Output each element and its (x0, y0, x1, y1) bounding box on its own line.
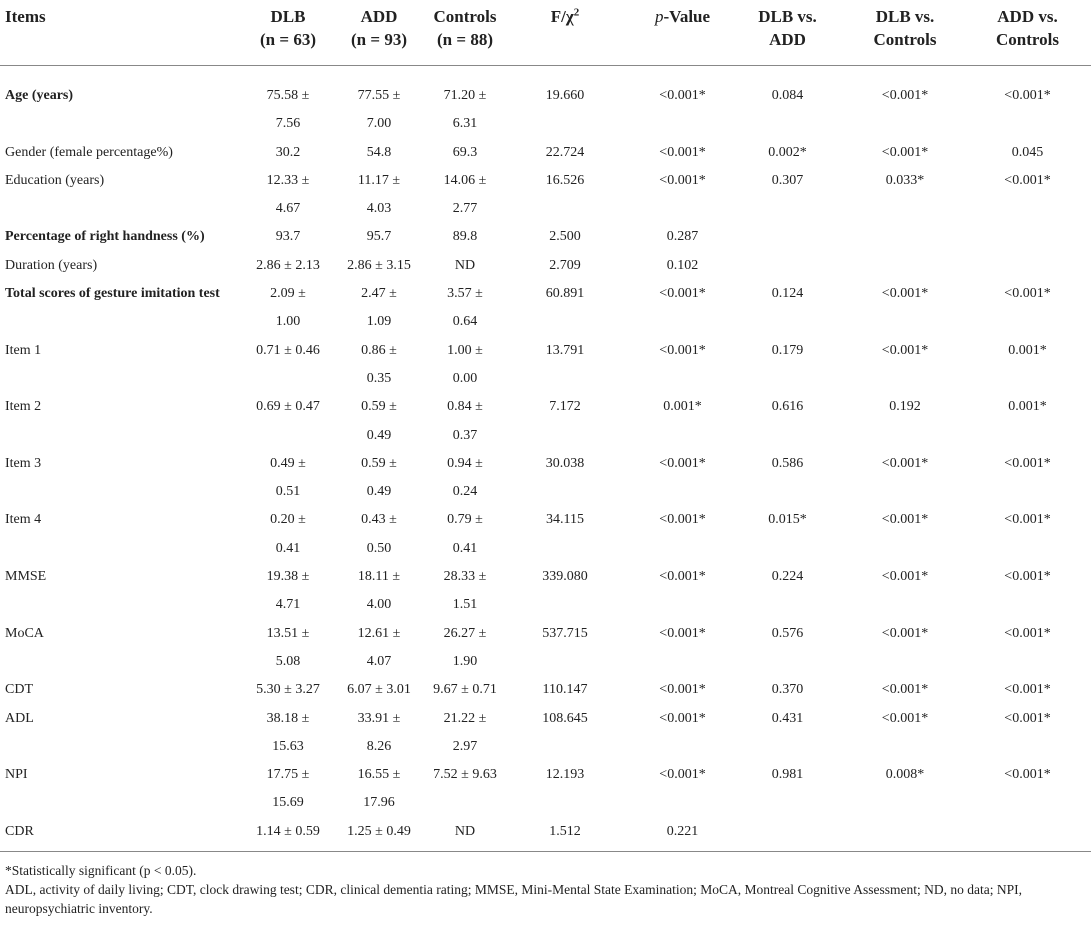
cell-add (338, 818, 420, 846)
cell-p: <0.001* (659, 625, 706, 641)
cell-f: 537.715 (542, 625, 588, 641)
cell-add (338, 167, 420, 224)
cell-dlb (247, 337, 329, 365)
cell-line: 0.35 (366, 370, 392, 386)
cell-line: 16.55 ± (357, 767, 401, 783)
cell-line: 33.91 ± (357, 710, 401, 726)
cell-line: 28.33 ± (443, 569, 487, 585)
cell-dlb-ctrl: <0.001* (881, 455, 929, 471)
table-body (0, 82, 1091, 846)
cell-controls (420, 818, 510, 846)
cell-add-ctrl: <0.001* (1004, 455, 1051, 471)
cell-dlb-ctrl: <0.001* (881, 342, 929, 358)
cell-dlb (247, 818, 329, 846)
cell-add (338, 563, 420, 620)
header-items: Items (5, 7, 46, 26)
cell-line: 4.71 (275, 597, 301, 613)
header-add (338, 5, 420, 51)
cell-line: 0.64 (452, 314, 478, 330)
cell-line: 6.31 (452, 116, 478, 132)
cell-line: 7.52 ± 9.63 (433, 767, 497, 783)
cell-dlb-add: 0.002* (768, 144, 807, 160)
row-item-label: Duration (years) (5, 257, 98, 273)
header-dlb-n: (n = 63) (260, 30, 316, 49)
cell-dlb-add: 0.084 (771, 88, 804, 103)
cell-add-ctrl: 0.045 (1011, 144, 1044, 160)
cell-dlb-add: 0.224 (771, 569, 804, 585)
cell-dlb (247, 506, 329, 563)
row-item-label: Total scores of gesture imitation test (5, 286, 220, 302)
cell-add-ctrl: 0.001* (1008, 342, 1047, 358)
header-controls (420, 5, 510, 51)
table-row (0, 280, 1091, 337)
cell-line: 17.96 (363, 795, 395, 811)
footnote-significance: *Statistically significant (p < 0.05). (5, 863, 197, 878)
cell-dlb (247, 139, 329, 167)
cell-add-ctrl: <0.001* (1004, 569, 1051, 585)
cell-controls (420, 705, 510, 762)
cell-line: 14.06 ± (443, 172, 487, 188)
cell-add-ctrl: <0.001* (1004, 512, 1051, 528)
cell-line: 2.09 ± (270, 286, 306, 302)
cell-line: 26.27 ± (443, 625, 487, 641)
header-controls-name: Controls (433, 7, 497, 26)
cell-controls (420, 450, 510, 507)
cell-line: 0.50 (366, 540, 392, 556)
header-dlb-vs-add-l1: DLB vs. (758, 7, 817, 26)
cell-line: 95.7 (366, 229, 392, 245)
cell-line: 2.86 ± 2.13 (256, 257, 320, 273)
cell-p: <0.001* (659, 455, 706, 471)
cell-f: 13.791 (545, 342, 585, 358)
cell-controls (420, 563, 510, 620)
row-item-label: CDT (5, 682, 33, 698)
cell-line: 13.51 ± (266, 625, 310, 641)
cell-dlb-ctrl: <0.001* (881, 710, 929, 726)
row-item-label: NPI (5, 767, 28, 783)
row-item-label: MMSE (5, 569, 47, 585)
cell-dlb (247, 761, 329, 818)
cell-line: 89.8 (452, 229, 478, 245)
cell-line: 19.38 ± (266, 569, 310, 585)
table-row (0, 337, 1091, 394)
cell-p: <0.001* (659, 172, 706, 188)
cell-controls (420, 167, 510, 224)
cell-controls (420, 252, 510, 280)
header-f-chi (520, 5, 610, 28)
table-row (0, 450, 1091, 507)
cell-add-ctrl: <0.001* (1004, 682, 1051, 698)
cell-line: 0.43 ± (361, 512, 397, 528)
cell-line: 5.08 (275, 653, 301, 669)
row-item-label: Age (years) (5, 88, 74, 103)
header-dlb (247, 5, 329, 51)
cell-dlb-add: 0.179 (771, 342, 804, 358)
cell-line: 0.51 (275, 484, 301, 500)
table-row (0, 393, 1091, 450)
cell-line: 30.2 (275, 144, 301, 160)
cell-controls (420, 280, 510, 337)
cell-line: 0.41 (452, 540, 478, 556)
header-add-n: (n = 93) (351, 30, 407, 49)
cell-add-ctrl: 0.001* (1008, 399, 1047, 415)
cell-add (338, 223, 420, 251)
cell-line: ND (454, 257, 476, 273)
cell-line: 0.79 ± (447, 512, 483, 528)
cell-add (338, 676, 420, 704)
table-row (0, 252, 1091, 280)
header-controls-n: (n = 88) (437, 30, 493, 49)
row-item-label: Item 4 (5, 512, 42, 528)
cell-controls (420, 393, 510, 450)
cell-p: 0.102 (666, 257, 699, 273)
cell-add (338, 139, 420, 167)
row-item-label: MoCA (5, 625, 44, 641)
cell-line: 4.00 (366, 597, 392, 613)
cell-controls (420, 337, 510, 394)
cell-line: 1.25 ± 0.49 (347, 823, 411, 839)
header-add-vs-controls (970, 5, 1085, 51)
header-dlb-vs-controls-l2: Controls (873, 30, 937, 49)
cell-p: 0.221 (666, 823, 699, 839)
cell-add (338, 450, 420, 507)
header-f-chi-sup: 2 (573, 6, 580, 19)
cell-line: 0.86 ± (361, 342, 397, 358)
row-item-label: Item 2 (5, 399, 42, 415)
cell-controls (420, 139, 510, 167)
row-item-label: Percentage of right handness (%) (5, 229, 205, 245)
header-dlb-vs-add (740, 5, 835, 51)
cell-line: 0.49 ± (270, 455, 306, 471)
cell-line: 3.57 ± (447, 286, 483, 302)
cell-dlb (247, 280, 329, 337)
table-row (0, 82, 1091, 139)
cell-dlb-ctrl: 0.033* (885, 172, 925, 188)
cell-line: 0.41 (275, 540, 301, 556)
cell-dlb-ctrl: <0.001* (881, 88, 929, 103)
cell-line: 5.30 ± 3.27 (256, 682, 320, 698)
cell-line: 1.51 (452, 597, 478, 613)
cell-dlb (247, 393, 329, 421)
cell-line: 6.07 ± 3.01 (347, 682, 411, 698)
cell-dlb (247, 82, 329, 139)
row-item-label: Gender (female percentage%) (5, 144, 173, 160)
cell-controls (420, 761, 510, 789)
footnote-abbreviations: ADL, activity of daily living; CDT, clock drawing test; CDR, clinical dementia rating; MMSE, Mini-Mental State Examination; MoCA, Montreal Cognitive Assessment; ND, no data; NPI, neuropsychiatric inventory. (5, 882, 1022, 916)
cell-add (338, 705, 420, 762)
table-row (0, 506, 1091, 563)
cell-p: <0.001* (659, 710, 706, 726)
cell-line: 0.20 ± (270, 512, 306, 528)
cell-line: 9.67 ± 0.71 (433, 682, 497, 698)
cell-line: 54.8 (366, 144, 392, 160)
cell-line: 7.00 (366, 116, 392, 132)
cell-add (338, 393, 420, 450)
cell-line: 71.20 ± (443, 88, 487, 103)
cell-line: 11.17 ± (357, 172, 401, 188)
cell-p: <0.001* (659, 144, 706, 160)
cell-dlb-add: 0.307 (771, 172, 804, 188)
table-row (0, 705, 1091, 762)
cell-line: 0.24 (452, 484, 478, 500)
table-row (0, 818, 1091, 846)
table-row (0, 563, 1091, 620)
cell-line: 0.59 ± (361, 399, 397, 415)
cell-f: 2.709 (549, 257, 581, 273)
table-row (0, 223, 1091, 251)
row-item-label: CDR (5, 823, 34, 839)
table-row (0, 761, 1091, 818)
cell-line: 2.47 ± (361, 286, 397, 302)
cell-dlb-ctrl: <0.001* (881, 512, 929, 528)
header-dlb-vs-controls-l1: DLB vs. (875, 7, 935, 26)
cell-line: 15.63 (272, 738, 304, 754)
cell-line: 0.59 ± (361, 455, 397, 471)
cell-line: 0.49 (366, 427, 392, 443)
cell-dlb (247, 167, 329, 224)
cell-add (338, 280, 420, 337)
cell-line: 2.86 ± 3.15 (347, 257, 411, 273)
cell-line: ND (454, 823, 476, 839)
cell-line: 0.94 ± (447, 455, 483, 471)
cell-add-ctrl: <0.001* (1004, 767, 1051, 783)
cell-line: 4.03 (366, 201, 392, 217)
cell-p: <0.001* (659, 569, 706, 585)
cell-line: 2.77 (452, 201, 478, 217)
cell-line: 1.14 ± 0.59 (256, 823, 320, 839)
cell-line: 1.09 (366, 314, 392, 330)
cell-dlb (247, 705, 329, 762)
cell-p: 0.001* (663, 399, 702, 415)
row-item-label: ADL (5, 710, 34, 726)
row-item-label: Item 1 (5, 342, 42, 358)
table-row (0, 676, 1091, 704)
cell-add (338, 252, 420, 280)
cell-add-ctrl: <0.001* (1004, 286, 1051, 302)
cell-line: 69.3 (452, 144, 478, 160)
cell-line: 0.37 (452, 427, 478, 443)
cell-f: 110.147 (542, 682, 588, 698)
cell-p: <0.001* (659, 286, 706, 302)
cell-dlb-ctrl: <0.001* (881, 286, 929, 302)
cell-dlb-add: 0.616 (771, 399, 804, 415)
cell-add-ctrl: <0.001* (1004, 88, 1051, 103)
table-bottom-divider (0, 851, 1091, 852)
table-footnotes (5, 861, 1085, 918)
cell-add (338, 506, 420, 563)
header-p-value (630, 5, 735, 28)
table-row (0, 139, 1091, 167)
cell-dlb (247, 620, 329, 677)
cell-dlb-add: 0.015* (768, 512, 807, 528)
cell-line: 38.18 ± (266, 710, 310, 726)
header-dlb-vs-add-l2: ADD (769, 30, 806, 49)
cell-controls (420, 676, 510, 704)
cell-add (338, 620, 420, 677)
cell-f: 19.660 (545, 88, 585, 103)
cell-p: <0.001* (659, 342, 706, 358)
cell-dlb-ctrl: <0.001* (881, 144, 929, 160)
cell-f: 22.724 (545, 144, 585, 160)
cell-line: 4.07 (366, 653, 392, 669)
cell-line: 7.56 (275, 116, 301, 132)
cell-dlb-add: 0.431 (771, 710, 804, 726)
cell-controls (420, 82, 510, 139)
header-p-rest: -Value (663, 7, 711, 26)
header-add-vs-controls-l2: Controls (996, 30, 1059, 49)
cell-f: 12.193 (545, 767, 585, 783)
cell-line: 0.84 ± (447, 399, 483, 415)
cell-line: 18.11 ± (357, 569, 401, 585)
row-item-label: Item 3 (5, 455, 42, 471)
cell-line: 75.58 ± (266, 88, 310, 103)
cell-f: 16.526 (545, 172, 585, 188)
cell-f: 2.500 (549, 229, 581, 245)
cell-line: 12.33 ± (266, 172, 310, 188)
cell-line: 93.7 (275, 229, 301, 245)
cell-dlb-add: 0.586 (771, 455, 804, 471)
cell-controls (420, 620, 510, 677)
cell-add (338, 82, 420, 139)
cell-add (338, 761, 420, 818)
cell-p: <0.001* (659, 767, 706, 783)
cell-p: <0.001* (659, 88, 706, 103)
table-header (0, 0, 1091, 65)
cell-line: 1.00 ± (447, 342, 483, 358)
cell-dlb (247, 563, 329, 620)
cell-f: 7.172 (549, 399, 581, 415)
cell-line: 0.49 (366, 484, 392, 500)
cell-dlb-add: 0.370 (771, 682, 804, 698)
cell-dlb (247, 676, 329, 704)
cell-f: 60.891 (545, 286, 585, 302)
cell-f: 339.080 (542, 569, 588, 585)
header-dlb-name: DLB (270, 7, 306, 26)
cell-line: 77.55 ± (357, 88, 401, 103)
cell-dlb (247, 252, 329, 280)
cell-controls (420, 223, 510, 251)
cell-dlb-ctrl: <0.001* (881, 625, 929, 641)
cell-dlb-ctrl: <0.001* (881, 569, 929, 585)
cell-dlb-add: 0.576 (771, 625, 804, 641)
cell-p: <0.001* (659, 682, 706, 698)
header-f-chi-base: F/χ (550, 7, 574, 26)
cell-f: 108.645 (542, 710, 588, 726)
cell-add-ctrl: <0.001* (1004, 625, 1051, 641)
cell-line: 1.00 (275, 314, 301, 330)
cell-line: 21.22 ± (443, 710, 487, 726)
table-row (0, 167, 1091, 224)
cell-add (338, 337, 420, 394)
cell-controls (420, 506, 510, 563)
cell-line: 15.69 (272, 795, 304, 811)
cell-line: 0.71 ± 0.46 (256, 342, 320, 358)
row-item-label: Education (years) (5, 172, 105, 188)
cell-line: 12.61 ± (357, 625, 401, 641)
cell-dlb-add: 0.124 (771, 286, 804, 302)
cell-line: 17.75 ± (266, 767, 310, 783)
cell-line: 2.97 (452, 738, 478, 754)
cell-dlb (247, 450, 329, 507)
cell-dlb-ctrl: <0.001* (881, 682, 929, 698)
cell-line: 8.26 (366, 738, 392, 754)
cell-line: 0.00 (452, 370, 478, 386)
cell-p: <0.001* (659, 512, 706, 528)
cell-line: 4.67 (275, 201, 301, 217)
cell-line: 1.90 (452, 653, 478, 669)
cell-dlb (247, 223, 329, 251)
header-dlb-vs-controls (845, 5, 965, 51)
header-add-name: ADD (360, 7, 398, 26)
cell-add-ctrl: <0.001* (1004, 172, 1051, 188)
cell-f: 34.115 (546, 512, 584, 528)
cell-f: 30.038 (545, 455, 585, 471)
cell-p: 0.287 (666, 229, 699, 245)
header-divider (0, 65, 1091, 66)
header-p-letter: p (654, 7, 664, 26)
header-add-vs-controls-l1: ADD vs. (997, 7, 1058, 26)
cell-dlb-add: 0.981 (771, 767, 804, 783)
cell-line: 0.69 ± 0.47 (256, 399, 320, 415)
cell-dlb-ctrl: 0.192 (889, 399, 921, 415)
cell-dlb-ctrl: 0.008* (885, 767, 925, 783)
table-row (0, 620, 1091, 677)
cell-f: 1.512 (549, 823, 581, 839)
cell-add-ctrl: <0.001* (1004, 710, 1051, 726)
